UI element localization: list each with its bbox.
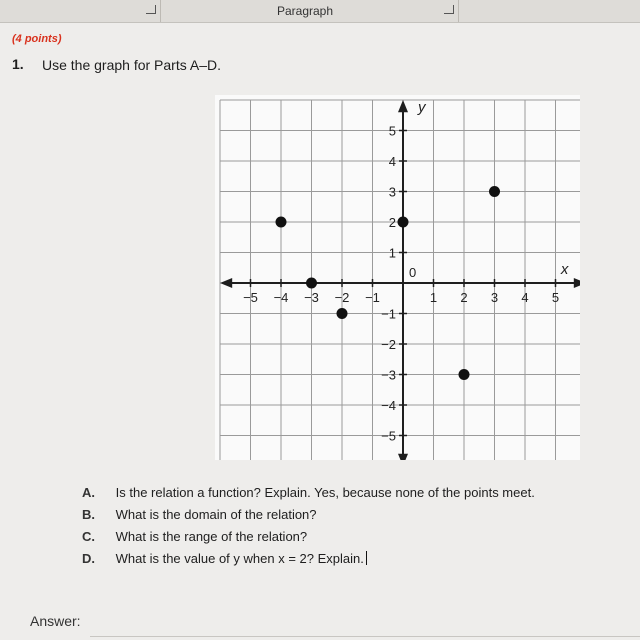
- part-question: What is the range of the relation?: [115, 529, 308, 544]
- part-letter: D.: [82, 551, 95, 566]
- part-question: Is the relation a function? Explain.: [115, 485, 311, 500]
- y-tick-label: −1: [381, 306, 396, 322]
- y-axis-label: y: [418, 99, 426, 117]
- x-axis-right-arrow: [574, 278, 580, 288]
- y-tick-label: −3: [381, 367, 396, 383]
- question-parts: [82, 484, 535, 572]
- x-tick-label: −2: [334, 290, 350, 305]
- origin-label: 0: [409, 265, 417, 280]
- x-tick-label: −1: [365, 290, 380, 305]
- part-letter: A.: [82, 485, 95, 500]
- points-label: (4 points): [12, 33, 62, 45]
- data-point: [337, 308, 348, 319]
- question-text: Use the graph for Parts A–D.: [42, 57, 221, 73]
- part-a: [82, 484, 535, 506]
- ribbon-toolbar: [0, 0, 640, 23]
- x-tick-label: 2: [460, 290, 468, 305]
- y-axis-down-arrow: [398, 454, 408, 460]
- x-axis-label: x: [560, 261, 569, 278]
- part-letter: C.: [82, 529, 95, 544]
- y-tick-label: −4: [381, 398, 396, 413]
- data-point: [276, 217, 287, 228]
- text-cursor: [366, 551, 367, 565]
- ribbon-separator: [458, 0, 459, 22]
- y-tick-label: −5: [381, 428, 396, 444]
- y-tick-label: 4: [388, 154, 396, 169]
- paragraph-group-label: Paragraph: [276, 4, 334, 18]
- part-a-answer-text[interactable]: Yes, because none of the points meet.: [314, 485, 535, 500]
- part-question: What is the domain of the relation?: [115, 507, 317, 522]
- y-tick-label: −2: [381, 337, 396, 352]
- part-c: [82, 528, 535, 550]
- x-tick-label: −5: [243, 290, 258, 305]
- paragraph-dialog-launcher-icon[interactable]: [444, 5, 454, 14]
- x-axis-left-arrow: [220, 278, 232, 288]
- graph-svg: [215, 95, 580, 460]
- part-letter: B.: [82, 507, 95, 522]
- part-d[interactable]: [82, 550, 535, 572]
- data-point: [306, 278, 317, 289]
- y-tick-label: 1: [388, 245, 396, 261]
- x-tick-label: 4: [521, 290, 529, 305]
- data-point: [489, 186, 500, 197]
- part-b: [82, 506, 535, 528]
- y-axis-up-arrow: [398, 100, 408, 112]
- x-tick-label: 1: [429, 290, 438, 305]
- question-number: 1.: [12, 56, 24, 72]
- x-tick-label: −3: [304, 290, 319, 305]
- y-tick-label: 2: [388, 215, 396, 230]
- answer-label: Answer:: [30, 613, 81, 629]
- data-point: [398, 217, 409, 228]
- y-tick-label: 5: [388, 123, 396, 139]
- part-question: What is the value of y when x = 2? Explain.: [115, 551, 364, 566]
- coordinate-graph: [215, 95, 580, 460]
- x-tick-label: 5: [551, 290, 560, 305]
- x-tick-label: −4: [273, 290, 289, 305]
- y-tick-label: 3: [388, 184, 396, 200]
- answer-input-line[interactable]: [90, 636, 640, 637]
- x-tick-label: 3: [490, 290, 499, 305]
- data-point: [459, 369, 470, 380]
- font-dialog-launcher-icon[interactable]: [146, 5, 156, 14]
- ribbon-separator: [160, 0, 161, 22]
